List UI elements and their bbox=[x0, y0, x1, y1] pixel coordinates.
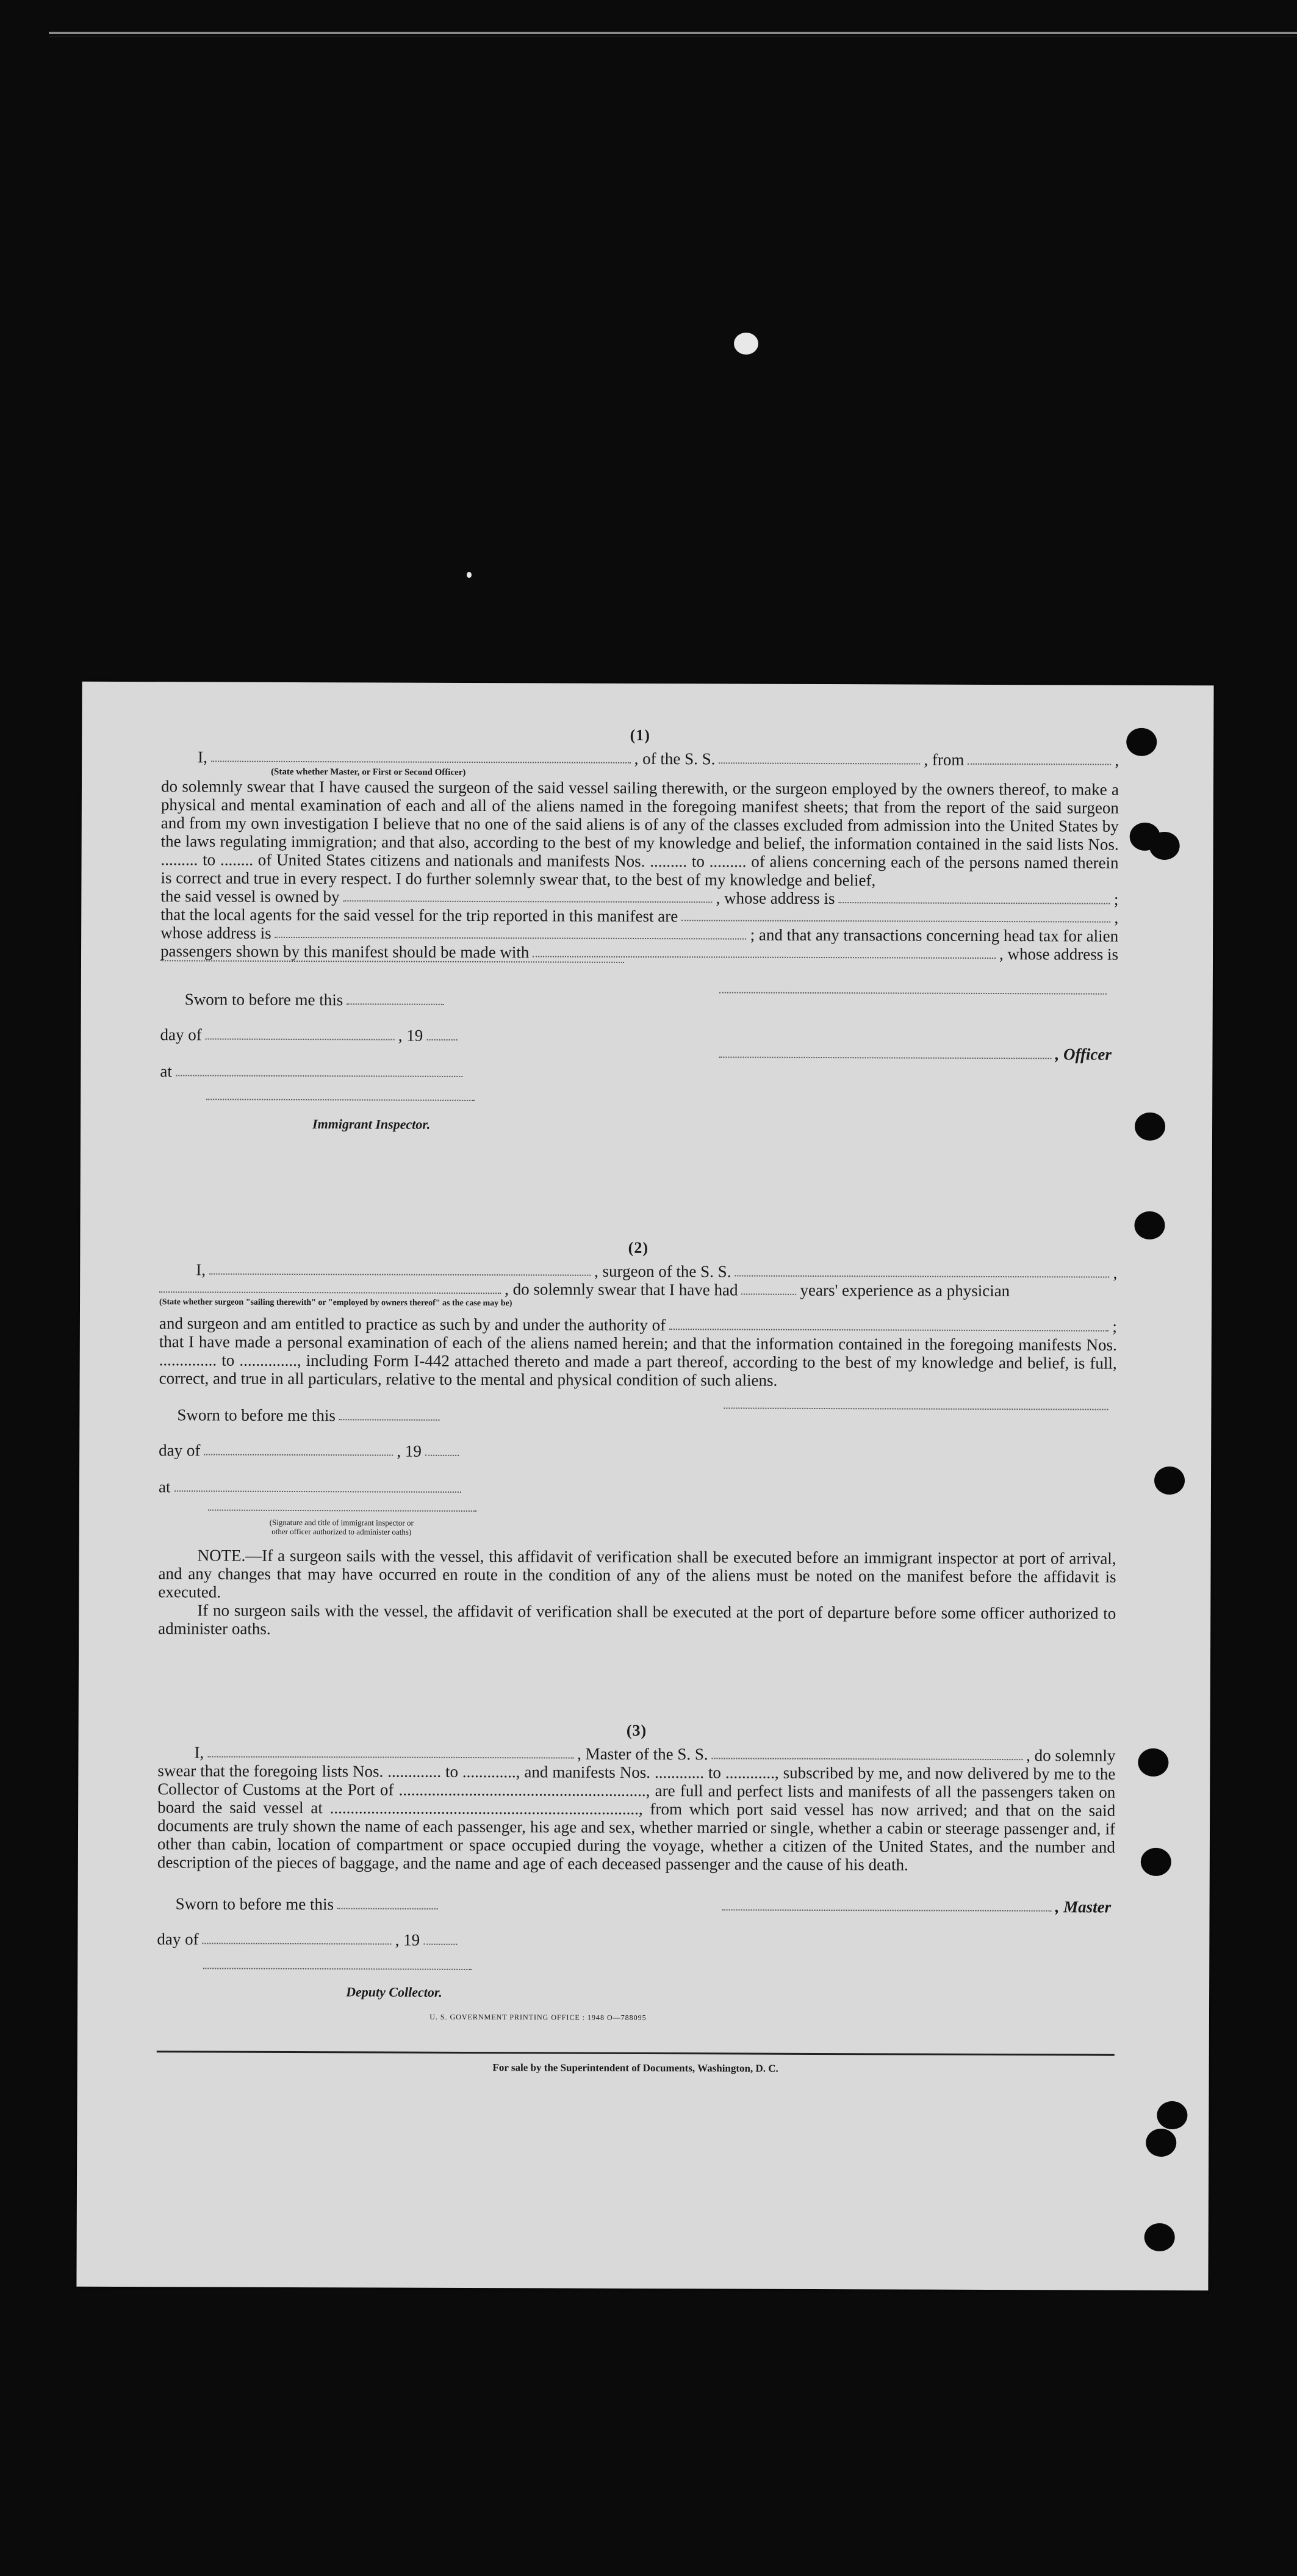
year-label: , 19 bbox=[395, 1930, 420, 1949]
punch-hole bbox=[1135, 1113, 1165, 1141]
day-of-label: day of bbox=[159, 1441, 201, 1460]
day-of-label: day of bbox=[157, 1930, 199, 1949]
manifest-verification-form bbox=[76, 682, 1213, 2290]
years-field[interactable] bbox=[741, 1294, 796, 1295]
sworn-line bbox=[185, 990, 448, 1009]
section-number: (2) bbox=[628, 1238, 649, 1257]
film-speck-large bbox=[734, 333, 758, 355]
sworn-date-field[interactable] bbox=[347, 1003, 444, 1005]
officer-label: , Officer bbox=[1055, 1045, 1112, 1064]
owner-address-field[interactable] bbox=[839, 902, 1110, 904]
solemnly-swear-label: , do solemnly swear that I have had bbox=[505, 1280, 738, 1299]
inspector-label: Immigrant Inspector. bbox=[312, 1116, 431, 1132]
deputy-signature-field[interactable] bbox=[203, 1968, 472, 1970]
section-1 bbox=[160, 724, 1119, 1139]
administrator-sign-line bbox=[204, 1509, 480, 1516]
day-field[interactable] bbox=[203, 1943, 392, 1944]
of-ss-label: , of the S. S. bbox=[634, 749, 716, 768]
head-tax-party-field[interactable] bbox=[533, 956, 996, 959]
master-label: , Master bbox=[1055, 1897, 1112, 1916]
comma: , bbox=[1114, 908, 1119, 927]
sworn-line bbox=[177, 1405, 444, 1425]
section-3 bbox=[157, 1720, 1116, 2079]
signature-field[interactable] bbox=[719, 992, 1107, 994]
day-line bbox=[160, 1025, 461, 1045]
section-2 bbox=[158, 1237, 1117, 1640]
examination-paragraph: that I have made a personal examination of each of the aliens named herein; and that the information contained in the foregoing manifests Nos. .............. to .............., including Form I-442 attached thereto and made a part thereof, according to the best of my knowledge and belief, is full, correct, and true in all particulars, relative to the mental and physical condition of such aliens. bbox=[159, 1332, 1117, 1390]
authority-label: and surgeon and am entitled to practice as such by and under the authority of bbox=[159, 1314, 666, 1335]
local-agents-label: that the local agents for the said vessel for the trip reported in this manifest are bbox=[160, 905, 678, 926]
master-vessel-field[interactable] bbox=[712, 1758, 1023, 1760]
deputy-sign-line bbox=[199, 1968, 475, 1974]
inspector-signature-field[interactable] bbox=[206, 1099, 475, 1101]
owned-by-label: the said vessel is owned by bbox=[160, 887, 340, 906]
sworn-label: Sworn to before me this bbox=[177, 1405, 336, 1425]
signature-block-3 bbox=[157, 1889, 1115, 2015]
year-field[interactable] bbox=[425, 1455, 459, 1456]
officer-name-field[interactable] bbox=[211, 761, 631, 763]
master-sign-line bbox=[719, 1896, 1112, 1916]
agents-address-field[interactable] bbox=[275, 937, 747, 940]
surgeon-of-ss-label: , surgeon of the S. S. bbox=[594, 1261, 731, 1281]
section-number: (3) bbox=[626, 1721, 647, 1740]
punch-hole bbox=[1138, 1748, 1168, 1777]
officer-sign-line bbox=[715, 1044, 1112, 1063]
oath-paragraph: do solemnly swear that I have caused the surgeon of the said vessel sailing therewith, or the surgeon employed by the owners thereof, to make a physical and mental examination of each and all of the aliens named in the foregoing manifest sheets; that from the report of the said surgeon and from my own investigation I believe that no one of the said aliens is of any of the classes excluded from admission into the United States by the laws regulating immigration; and that also, according to the best of my knowledge and belief, the information contained in the said lists Nos. ......... to ........ of United States citizens and nationals and manifests Nos. ......... to ......... of aliens concerning each of the persons named therein is correct and true in every respect. I do further solemnly swear that, to the best of my knowledge and belief, bbox=[160, 777, 1119, 890]
for-sale-line: For sale by the Superintendent of Documents, Washington, D. C. bbox=[492, 2062, 778, 2074]
surgeon-signature-field[interactable] bbox=[724, 1407, 1108, 1410]
surgeon-name-field[interactable] bbox=[209, 1274, 591, 1276]
port-from-field[interactable] bbox=[968, 763, 1111, 765]
punch-hole bbox=[1149, 832, 1180, 860]
caption-line-1: (Signature and title of immigrant inspector or bbox=[269, 1517, 414, 1528]
master-name-field[interactable] bbox=[207, 1756, 573, 1758]
at-field[interactable] bbox=[176, 1075, 462, 1077]
sworn-label: Sworn to before me this bbox=[184, 990, 343, 1009]
footer-rule bbox=[157, 2051, 1115, 2055]
agents-line bbox=[160, 905, 1118, 926]
owner-field[interactable] bbox=[343, 900, 713, 903]
caption-line-2: other officer authorized to administer oaths) bbox=[271, 1526, 412, 1537]
note-paragraph-2: If no surgeon sails with the vessel, the affidavit of verification shall be executed at the port of departure before some officer authorized to administer oaths. bbox=[158, 1601, 1116, 1638]
master-oath-paragraph: swear that the foregoing lists Nos. ............. to ............., and manifests Nos. ............ to ............, subscribed by me, and now delivered by me to the Collector of Customs at the Port of ............................................................, are full and perfect lists and manifests of all the passengers taken on board the said vessel at ..........................................................................., from which port said vessel has now arrived; and that on the said documents are truly shown the name of each passenger, his age and sex, whether married or single, whether a cabin or steerage passenger and, if other than cabin, location of compartment or space occupied during the voyage, whether a citizen of the United States, and the number and description of the pieces of baggage, and the name and age of each deceased passenger and the cause of his death. bbox=[157, 1761, 1116, 1874]
officer-caption: (State whether Master, or First or Second Officer) bbox=[271, 767, 466, 777]
at-field[interactable] bbox=[174, 1490, 461, 1493]
punch-hole bbox=[1144, 2223, 1175, 2251]
year-label: , 19 bbox=[397, 1441, 422, 1460]
punch-hole bbox=[1157, 2101, 1187, 2129]
punch-hole bbox=[1126, 728, 1157, 756]
signature-block-2 bbox=[159, 1405, 1117, 1549]
master-signature-field[interactable] bbox=[722, 1909, 1052, 1911]
comma: , bbox=[1115, 751, 1119, 770]
year-field[interactable] bbox=[423, 1944, 457, 1945]
form-content bbox=[157, 724, 1119, 2079]
administrator-signature-field[interactable] bbox=[208, 1509, 476, 1512]
i-label: I, bbox=[194, 1743, 204, 1762]
day-line bbox=[157, 1930, 461, 1949]
passengers-label: passengers shown by this manifest should be made with bbox=[160, 942, 530, 962]
do-solemnly-label: , do solemnly bbox=[1026, 1746, 1116, 1765]
sworn-date-field[interactable] bbox=[339, 1419, 440, 1421]
deputy-collector-label: Deputy Collector. bbox=[346, 1984, 442, 2000]
officer-signature-field[interactable] bbox=[719, 1056, 1051, 1059]
year-label: , 19 bbox=[398, 1026, 423, 1045]
inspector-sign-line bbox=[203, 1099, 478, 1105]
authority-field[interactable] bbox=[669, 1329, 1108, 1332]
note-paragraph: NOTE.—If a surgeon sails with the vessel, this affidavit of verification shall be executed before an immigrant inspector at port of arrival, and any changes that may have occurred en route in the condition of any of the aliens must be noted on the manifest before the affidavit is executed. bbox=[158, 1546, 1116, 1601]
local-agents-field[interactable] bbox=[681, 920, 1110, 922]
years-experience-label: years' experience as a physician bbox=[800, 1280, 1010, 1301]
surgeon-signature-line bbox=[720, 1407, 1112, 1414]
semicolon: ; bbox=[1113, 890, 1119, 909]
punch-hole bbox=[1146, 2129, 1176, 2157]
surgeon-vessel-field[interactable] bbox=[735, 1275, 1109, 1278]
i-label: I, bbox=[198, 748, 207, 767]
signature-block-1 bbox=[160, 984, 1118, 1139]
sworn-date-field[interactable] bbox=[337, 1908, 438, 1910]
master-of-ss-label: , Master of the S. S. bbox=[577, 1744, 708, 1764]
day-field[interactable] bbox=[204, 1454, 393, 1456]
from-label: , from bbox=[924, 750, 965, 769]
whose-address-label: , whose address is bbox=[716, 889, 835, 908]
signature-line bbox=[716, 992, 1110, 998]
semicolon: ; bbox=[1112, 1317, 1117, 1336]
whose-address-label: whose address is bbox=[160, 923, 271, 942]
punch-hole bbox=[1134, 1211, 1165, 1239]
surgeon-caption: (State whether surgeon "sailing therewith" or "employed by owners thereof" as the case may be) bbox=[159, 1297, 512, 1308]
at-label: at bbox=[158, 1477, 171, 1496]
head-tax-label: ; and that any transactions concerning head tax for alien bbox=[750, 925, 1119, 945]
at-label: at bbox=[160, 1062, 172, 1081]
i-label: I, bbox=[196, 1260, 206, 1279]
sworn-label: Sworn to before me this bbox=[175, 1894, 334, 1914]
at-line bbox=[159, 1477, 465, 1497]
day-field[interactable] bbox=[206, 1038, 395, 1040]
day-of-label: day of bbox=[160, 1025, 202, 1044]
vessel-name-field[interactable] bbox=[719, 762, 920, 764]
punch-hole bbox=[1154, 1467, 1185, 1495]
sworn-line bbox=[176, 1894, 442, 1914]
administrator-caption bbox=[207, 1517, 476, 1537]
surgeon-status-field[interactable] bbox=[159, 1291, 501, 1294]
comma: , bbox=[1113, 1263, 1118, 1282]
punch-hole bbox=[1141, 1848, 1171, 1876]
film-edge-line bbox=[49, 32, 1297, 34]
whose-address-label: , whose address is bbox=[999, 945, 1119, 964]
section-number: (1) bbox=[630, 726, 651, 745]
film-speck-small bbox=[467, 572, 472, 578]
at-line bbox=[160, 1062, 466, 1081]
year-field[interactable] bbox=[426, 1039, 457, 1041]
day-line bbox=[159, 1441, 462, 1460]
printing-office-line: U. S. GOVERNMENT PRINTING OFFICE : 1948 O—788095 bbox=[429, 2012, 647, 2022]
